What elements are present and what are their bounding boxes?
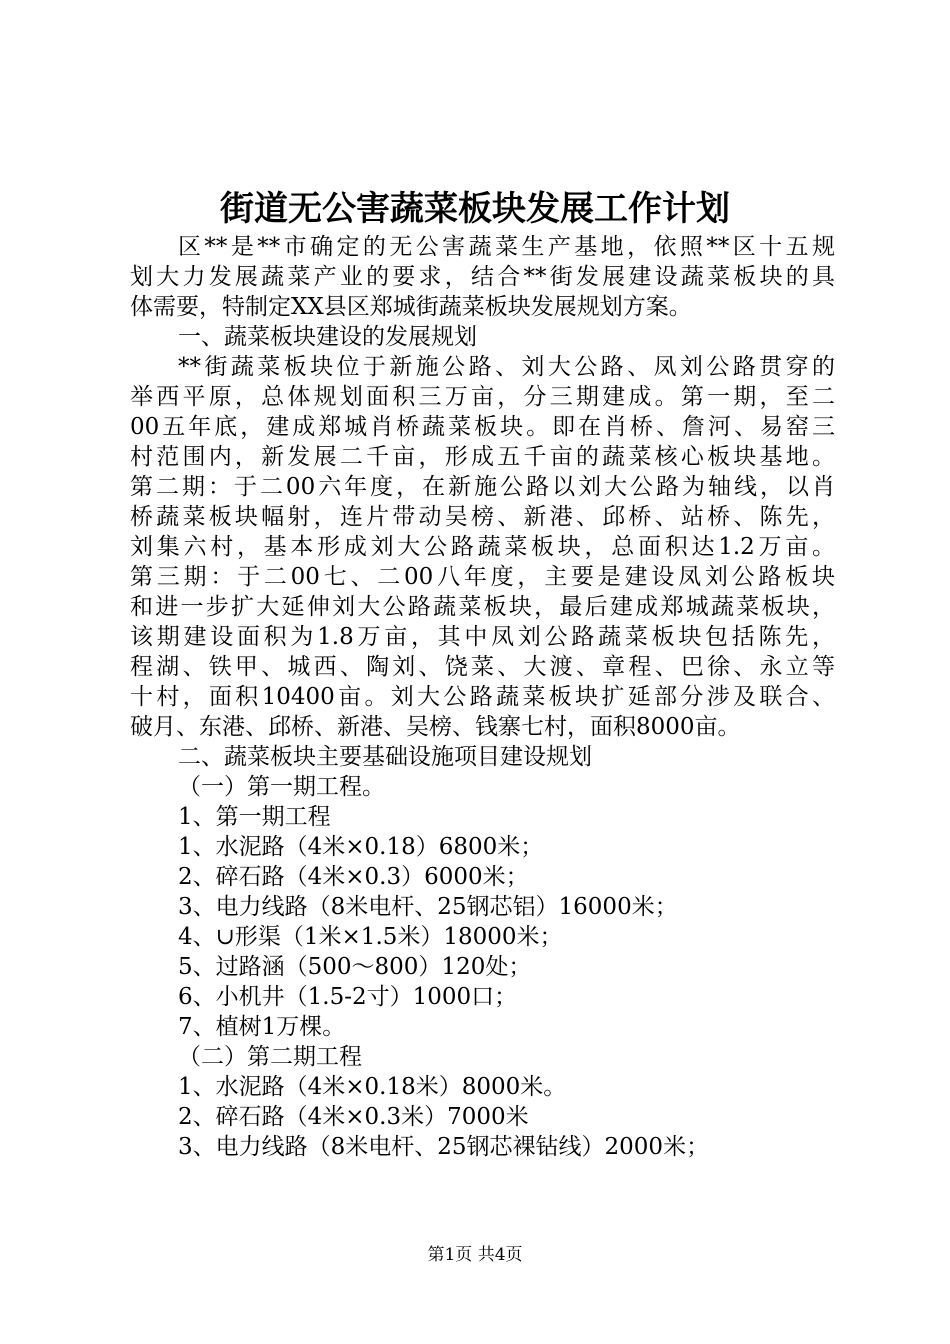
text-line: 和进一步扩大延伸刘大公路蔬菜板块，最后建成郑城蔬菜板块，	[130, 594, 835, 620]
list-item: 6、小机井（1.5-2寸）1000口；	[178, 984, 518, 1010]
text-line: 第二期：于二00六年度，在新施公路以刘大公路为轴线，以肖	[130, 474, 835, 500]
text-line: **街蔬菜板块位于新施公路、刘大公路、凤刘公路贯穿的	[178, 354, 835, 380]
text-line: 桥蔬菜板块幅射，连片带动吴榜、新港、邱桥、站桥、陈先，	[130, 504, 835, 530]
text-line: 十村，面积10400亩。刘大公路蔬菜板块扩延部分涉及联合、	[130, 684, 835, 710]
list-item: 2、碎石路（4米×0.3米）7000米	[178, 1104, 529, 1130]
list-item: 7、植树1万棵。	[178, 1014, 346, 1040]
page-footer: 第1页 共4页	[427, 1245, 523, 1265]
text-line: 第三期：于二00七、二00八年度，主要是建设凤刘公路板块	[130, 564, 835, 590]
text-line: 划大力发展蔬菜产业的要求，结合**街发展建设蔬菜板块的具	[130, 264, 835, 290]
list-item: 1、水泥路（4米×0.18）6800米；	[178, 834, 544, 860]
list-item: 3、电力线路（8米电杆、25钢芯裸钻线）2000米；	[178, 1134, 710, 1160]
list-item: 1、水泥路（4米×0.18米）8000米。	[178, 1074, 567, 1100]
list-item: 2、碎石路（4米×0.3）6000米；	[178, 864, 529, 890]
section-heading: 一、蔬菜板块建设的发展规划	[178, 324, 477, 350]
text-line: 该期建设面积为1.8万亩，其中凤刘公路蔬菜板块包括陈先，	[130, 624, 835, 650]
text-line: 刘集六村，基本形成刘大公路蔬菜板块，总面积达1.2万亩。	[130, 534, 835, 560]
text-line: 村范围内，新发展二千亩，形成五千亩的蔬菜核心板块基地。	[130, 444, 835, 470]
list-item: 3、电力线路（8米电杆、25钢芯铝）16000米；	[178, 894, 678, 920]
list-item: 1、第一期工程	[178, 804, 331, 830]
text-line: 区**是**市确定的无公害蔬菜生产基地，依照**区十五规	[178, 234, 835, 260]
list-item: 5、过路涵（500～800）120处；	[178, 954, 532, 980]
document-body	[130, 232, 835, 1162]
text-line: 程湖、铁甲、城西、陶刘、饶菜、大渡、章程、巴徐、永立等	[130, 654, 835, 680]
text-line: 00五年底，建成郑城肖桥蔬菜板块。即在肖桥、詹河、易窑三	[130, 414, 835, 440]
section-heading: 二、蔬菜板块主要基础设施项目建设规划	[178, 744, 592, 770]
document-title: 街道无公害蔬菜板块发展工作计划	[220, 189, 730, 229]
list-item: 4、∪形渠（1米×1.5米）18000米；	[178, 924, 563, 950]
subsection-heading: （一）第一期工程。	[178, 774, 385, 800]
text-line: 体需要，特制定XX县区郑城街蔬菜板块发展规划方案。	[130, 294, 692, 320]
text-line: 举西平原，总体规划面积三万亩，分三期建成。第一期，至二	[130, 384, 835, 410]
subsection-heading: （二）第二期工程	[178, 1044, 362, 1070]
text-line: 破月、东港、邱桥、新港、吴榜、钱寨七村，面积8000亩。	[130, 714, 741, 740]
